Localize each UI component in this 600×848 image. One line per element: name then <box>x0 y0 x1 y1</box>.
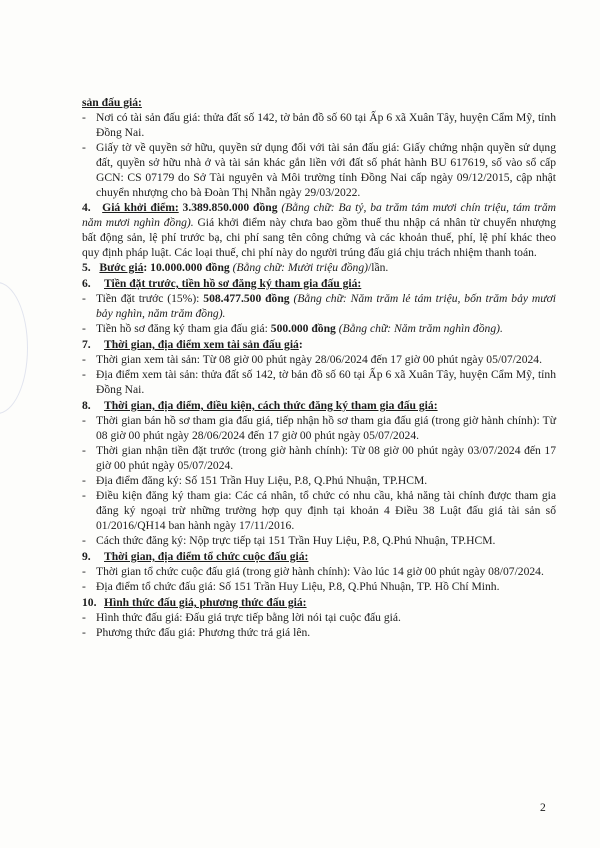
section-10-heading <box>82 595 556 610</box>
section-number: 9. <box>82 550 91 563</box>
section-6-heading <box>82 276 556 291</box>
bid-step-words: (Bằng chữ: Mười triệu đồng) <box>232 261 369 274</box>
section-title: Thời gian, địa điểm tổ chức cuộc đấu giá: <box>104 550 309 563</box>
document-body <box>82 95 556 640</box>
lead-heading: sản đấu giá: <box>82 96 142 109</box>
deposit-time-item: - Thời gian nhận tiền đặt trước (trong giờ hành chính): Từ 08 giờ 00 phút ngày 03/07/2024 đến 17 giờ 00 phút ngày 05/07/2024. <box>82 444 556 472</box>
stamp-mark <box>0 282 28 414</box>
section-7-heading: 7. Thời gian, địa điểm xem tài sản đấu giá: <box>82 338 303 351</box>
section-title: Thời gian, địa điểm xem tài sản đấu giá <box>104 338 299 351</box>
section-number: 8. <box>82 399 91 412</box>
starting-price: 3.389.850.000 đồng <box>182 201 278 214</box>
auction-method-item: - Phương thức đấu giá: Phương thức trả giá lên. <box>82 626 311 639</box>
registration-place-item: - Địa điểm đăng ký: Số 151 Trần Huy Liệu, P.8, Q.Phú Nhuận, TP.HCM. <box>82 474 428 487</box>
ownership-docs-item: - Giấy tờ về quyền sở hữu, quyền sử dụng đối với tài sản đấu giá: Giấy chứng nhận quyền sử dụng đất, quyền sở hữu nhà ở và tài sản khác gắn liền với đất số phát hành BU 617619, số vào sổ cấp GCN: CS 07179 do Sở Tài nguyên và Môi trường tỉnh Đồng Nai cấp ngày 09/12/2015, cập nhật chuyển nhượng cho bà Đoàn Thị Nhẫn ngày 29/03/2022. <box>82 141 556 199</box>
asset-location-item: - Nơi có tài sản đấu giá: thửa đất số 142, tờ bản đồ số 60 tại Ấp 6 xã Xuân Tây, huyện Cẩm Mỹ, tỉnh Đồng Nai. <box>82 111 556 139</box>
section-4 <box>82 200 556 260</box>
bid-step-suffix: /lần. <box>368 261 389 274</box>
section-title: Giá khởi điểm: <box>102 201 179 214</box>
starting-price-note: Giá khởi điểm này chưa bao gồm thuế thu nhập cá nhân từ chuyển nhượng bất động sản, lệ phí trước bạ, chi phí sang tên công chứng và các khoản thuế, phí, lệ phí khác theo quy định pháp luật. Các loại thuế, chi phí này do người trúng đấu giá chịu trách nhiệm thanh toán. <box>82 216 556 259</box>
bid-step-amount: 10.000.000 đồng <box>150 261 230 274</box>
auction-place-item: - Địa điểm tổ chức đấu giá: Số 151 Trần Huy Liệu, P.8, Q.Phú Nhuận, TP. Hồ Chí Minh. <box>82 580 500 593</box>
viewing-place-item: - Địa điểm xem tài sản: thửa đất số 142, tờ bản đồ số 60 tại Ấp 6 xã Xuân Tây, huyện Cẩm Mỹ, tỉnh Đồng Nai. <box>82 368 556 396</box>
section-title: Tiền đặt trước, tiền hồ sơ đăng ký tham gia đấu giá: <box>104 277 362 290</box>
page-number: 2 <box>540 801 546 814</box>
starting-price-words: (Bằng chữ: Ba tỷ, ba trăm tám mươi chín triệu, tám trăm năm mươi nghìn đồng). <box>82 201 557 229</box>
registration-method-item: - Cách thức đăng ký: Nộp trực tiếp tại 151 Trần Huy Liệu, P.8, Q.Phú Nhuận, TP.HCM. <box>82 534 496 547</box>
auction-time-item: - Thời gian tổ chức cuộc đấu giá (trong giờ hành chính): Vào lúc 14 giờ 00 phút ngày 08/07/2024. <box>82 565 544 578</box>
section-title: Thời gian, địa điểm, điều kiện, cách thức đăng ký tham gia đấu giá: <box>104 399 438 412</box>
auction-form-item: - Hình thức đấu giá: Đấu giá trực tiếp bằng lời nói tại cuộc đấu giá. <box>82 611 401 624</box>
section-number: 10. <box>82 596 97 609</box>
section-8-heading <box>82 398 556 413</box>
section-title: Bước giá <box>99 261 144 274</box>
registration-fee-item: - Tiền hồ sơ đăng ký tham gia đấu giá: 500.000 đồng (Bằng chữ: Năm trăm nghìn đồng). <box>82 322 503 335</box>
deposit-words: (Bằng chữ: Năm trăm lẻ tám triệu, bốn trăm bảy mươi bảy nghìn, năm trăm đồng). <box>96 292 556 320</box>
fee-amount: 500.000 đồng <box>270 322 336 335</box>
registration-conditions-item: - Điều kiện đăng ký tham gia: Các cá nhân, tổ chức có nhu cầu, khả năng tài chính được tham gia đăng ký ngoại trừ những trường hợp quy định tại khoản 4 Điều 38 Luật đấu giá tài sản số 01/2016/QH14 ban hành ngày 17/11/2016. <box>82 489 556 532</box>
section-title: Hình thức đấu giá, phương thức đấu giá: <box>104 596 307 609</box>
fee-words: (Bằng chữ: Năm trăm nghìn đồng). <box>338 322 503 335</box>
section-number: 4. <box>82 201 91 214</box>
section-9-heading <box>82 549 556 564</box>
section-number: 6. <box>82 277 91 290</box>
deposit-item: - Tiền đặt trước (15%): 508.477.500 đồng (Bằng chữ: Năm trăm lẻ tám triệu, bốn trăm bảy mươi bảy nghìn, năm trăm đồng). <box>82 292 556 320</box>
deposit-amount: 508.477.500 đồng <box>203 292 290 305</box>
section-number: 5. <box>82 261 91 274</box>
document-sale-time-item: - Thời gian bán hồ sơ tham gia đấu giá, tiếp nhận hồ sơ tham gia đấu giá (trong giờ hành chính): Từ 08 giờ 00 phút ngày 28/06/2024 đến 17 giờ 00 phút ngày 05/07/2024. <box>82 414 556 442</box>
section-5: 5. Bước giá: 10.000.000 đồng (Bằng chữ: Mười triệu đồng)/lần. <box>82 261 389 274</box>
section-number: 7. <box>82 338 91 351</box>
viewing-time-item: - Thời gian xem tài sản: Từ 08 giờ 00 phút ngày 28/06/2024 đến 17 giờ 00 phút ngày 05/07/2024. <box>82 353 542 366</box>
